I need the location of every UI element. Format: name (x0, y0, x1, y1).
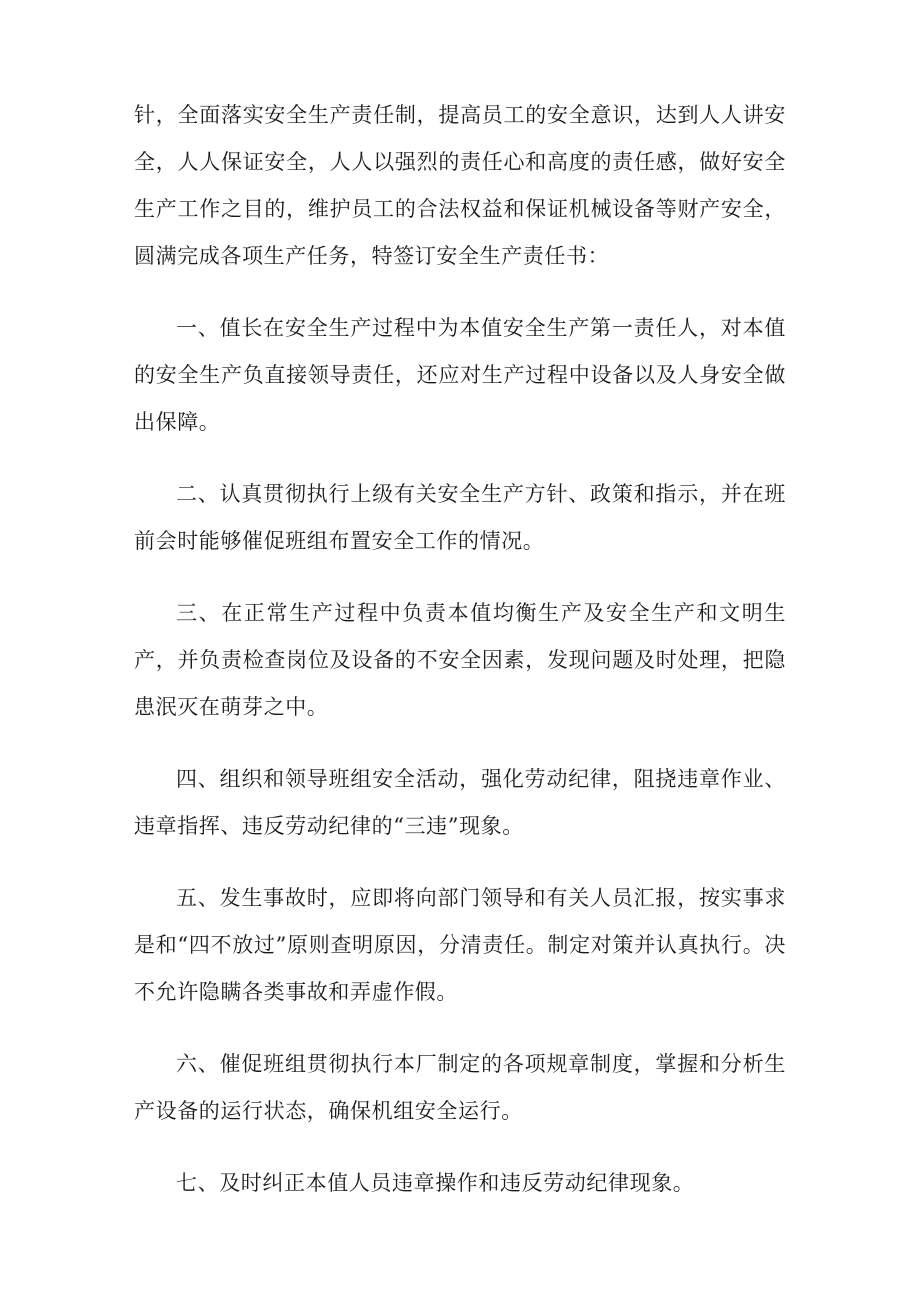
paragraph-item-5: 五、发生事故时，应即将向部门领导和有关人员汇报，按实事求是和“四不放过”原则查明原因，分清责任。制定对策并认真执行。决不允许隐瞒各类事故和弄虚作假。 (134, 886, 786, 1004)
paragraph-item-6: 六、催促班组贯彻执行本厂制定的各项规章制度，掌握和分析生产设备的运行状态，确保机组安全运行。 (134, 1052, 786, 1123)
paragraph-intro-continuation: 针，全面落实安全生产责任制，提高员工的安全意识，达到人人讲安全，人人保证安全，人人以强烈的责任心和高度的责任感，做好安全生产工作之目的，维护员工的合法权益和保证机械设备等财产安全，圆满完成各项生产任务，特签订安全生产责任书： (134, 103, 786, 268)
paragraph-item-7: 七、及时纠正本值人员违章操作和违反劳动纪律现象。 (176, 1171, 695, 1195)
paragraph-item-3: 三、在正常生产过程中负责本值均衡生产及安全生产和文明生产，并负责检查岗位及设备的不安全因素，发现问题及时处理，把隐患泯灭在萌芽之中。 (134, 601, 786, 719)
paragraph-item-4: 四、组织和领导班组安全活动，强化劳动纪律，阻挠违章作业、违章指挥、违反劳动纪律的“三违”现象。 (134, 767, 786, 838)
document-body (134, 92, 786, 1232)
paragraph-item-2: 二、认真贯彻执行上级有关安全生产方针、政策和指示，并在班前会时能够催促班组布置安全工作的情况。 (134, 482, 786, 553)
paragraph-item-1: 一、值长在安全生产过程中为本值安全生产第一责任人，对本值的安全生产负直接领导责任，还应对生产过程中设备以及人身安全做出保障。 (134, 316, 786, 434)
